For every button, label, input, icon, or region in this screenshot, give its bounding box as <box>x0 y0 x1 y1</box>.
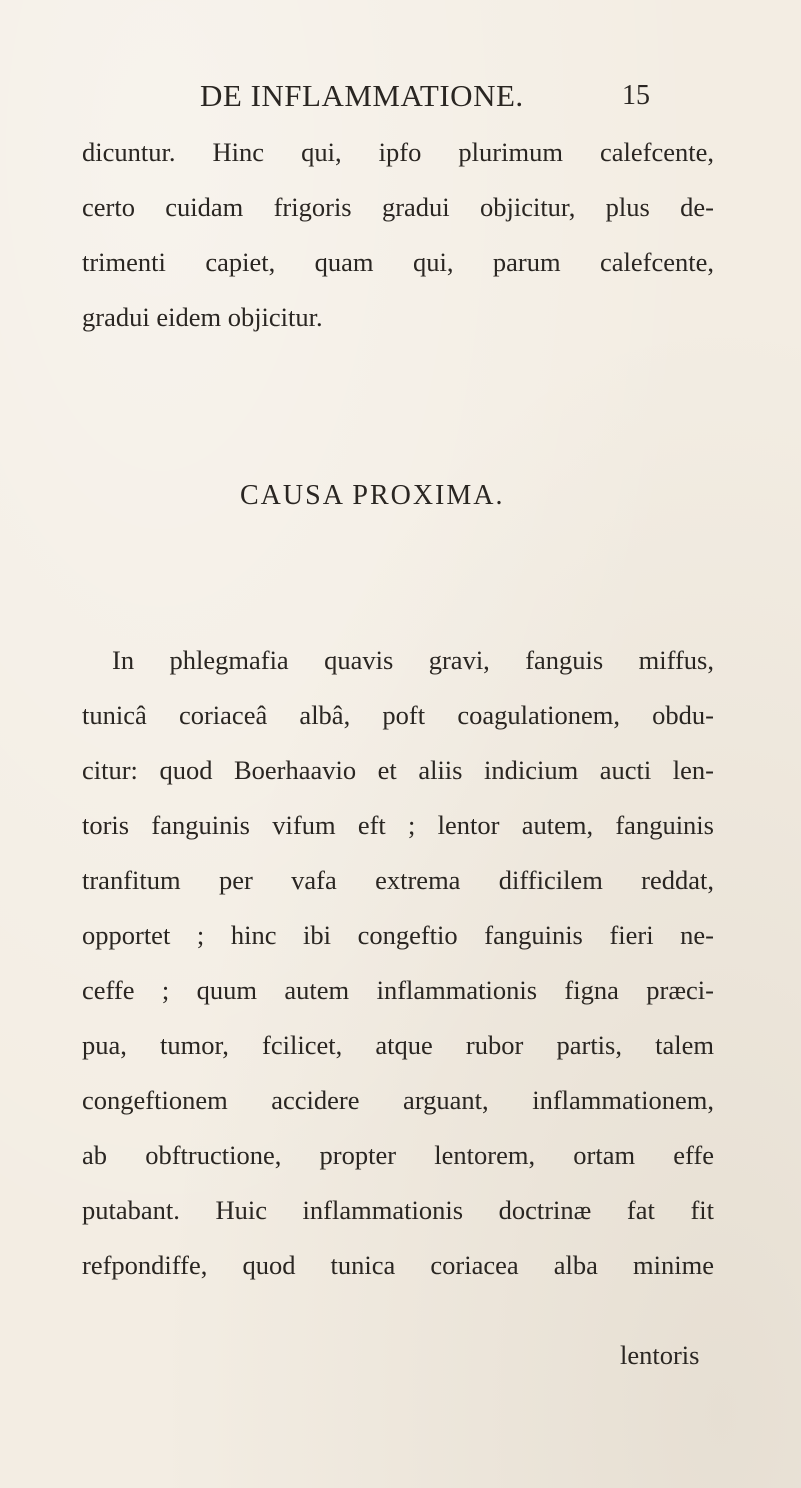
text-line: opportet ; hinc ibi congeftio fanguinis fieri ne- <box>82 920 714 950</box>
text-line: refpondiffe, quod tunica coriacea alba minime <box>82 1250 714 1280</box>
text-line: ceffe ; quum autem inflammationis figna præci- <box>82 975 714 1005</box>
text-line: gradui eidem objicitur. <box>82 302 323 332</box>
catchword: lentoris <box>620 1340 700 1370</box>
text-line: tunicâ coriaceâ albâ, poft coagulationem, obdu- <box>82 700 714 730</box>
text-line: tranfitum per vafa extrema difficilem reddat, <box>82 865 714 895</box>
text-line: congeftionem accidere arguant, inflammationem, <box>82 1085 714 1115</box>
section-heading: CAUSA PROXIMA. <box>240 480 505 511</box>
running-title: DE INFLAMMATIONE. <box>200 78 524 113</box>
text-line: pua, tumor, fcilicet, atque rubor partis, talem <box>82 1030 714 1060</box>
text-line: In phlegmafia quavis gravi, fanguis miffus, <box>112 645 714 675</box>
text-line: citur: quod Boerhaavio et aliis indicium aucti len- <box>82 755 714 785</box>
text-line: trimenti capiet, quam qui, parum calefcente, <box>82 247 714 277</box>
text-line: ab obftructione, propter lentorem, ortam effe <box>82 1140 714 1170</box>
page-number: 15 <box>622 80 650 111</box>
text-line: certo cuidam frigoris gradui objicitur, plus de- <box>82 192 714 222</box>
text-line: dicuntur. Hinc qui, ipfo plurimum calefcente, <box>82 137 714 167</box>
text-line: putabant. Huic inflammationis doctrinæ fat fit <box>82 1195 714 1225</box>
text-line: toris fanguinis vifum eft ; lentor autem, fanguinis <box>82 810 714 840</box>
paragraph-continuation <box>82 125 714 345</box>
paragraph-causa-proxima <box>82 633 714 1293</box>
